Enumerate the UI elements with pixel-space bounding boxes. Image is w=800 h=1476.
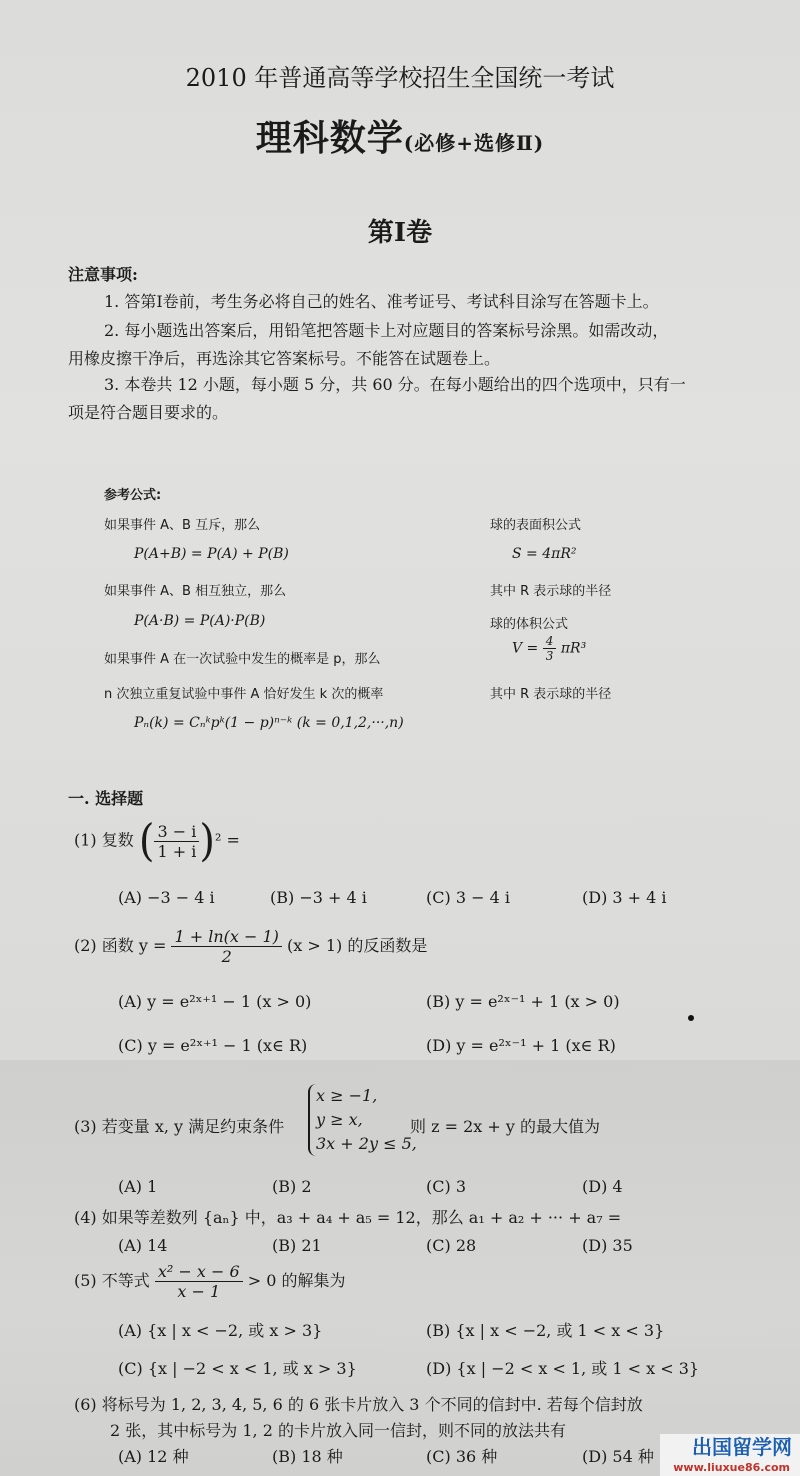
q2-option-d: (D) y = e²ˣ⁻¹ + 1 (x∈ R) [426, 1036, 616, 1055]
formula-independent: P(A·B) = P(A)·P(B) [134, 613, 266, 629]
q5-option-a: (A) {x | x < −2, 或 x > 3} [118, 1321, 323, 1340]
question-1: (1) 复数 ( $\frac{3 - i}{1 + i}$ )² = [74, 815, 240, 867]
reference-right-3: 球的体积公式 [490, 617, 569, 632]
reference-line-3: 如果事件 A 在一次试验中发生的概率是 p，那么 [104, 652, 381, 667]
reference-right-4: 其中 R 表示球的半径 [490, 687, 612, 702]
reference-right-2: 其中 R 表示球的半径 [490, 584, 612, 599]
q4-option-a: (A) 14 [118, 1236, 168, 1255]
notice-heading: 注意事项: [68, 265, 138, 284]
q1-option-a: (A) −3 − 4 i [118, 888, 215, 907]
question-6-line-1: (6) 将标号为 1, 2, 3, 4, 5, 6 的 6 张卡片放入 3 个不同的信封中. 若每个信封放 [74, 1395, 643, 1414]
q6-option-c: (C) 36 种 [426, 1447, 498, 1466]
notice-item-3b: 项是符合题目要求的。 [68, 403, 229, 422]
q4-option-b: (B) 21 [272, 1236, 322, 1255]
ink-spot [688, 1015, 694, 1021]
q3-option-d: (D) 4 [582, 1177, 623, 1196]
watermark-url: www.liuxue86.com [673, 1461, 790, 1474]
question-2: (2) 函数 y = $\frac{1 + \ln(x - 1)}{2}$ (x > 1) 的反函数是 [74, 927, 428, 966]
q2-option-a: (A) y = e²ˣ⁺¹ − 1 (x > 0) [118, 992, 312, 1011]
reference-line-1: 如果事件 A、B 互斥，那么 [104, 518, 261, 533]
section-heading: 一. 选择题 [68, 789, 144, 808]
question-3: (3) 若变量 x, y 满足约束条件 [74, 1117, 285, 1136]
q3-option-a: (A) 1 [118, 1177, 158, 1196]
q4-option-c: (C) 28 [426, 1236, 477, 1255]
q6-option-a: (A) 12 种 [118, 1447, 189, 1466]
notice-item-1: 1. 答第Ⅰ卷前，考生务必将自己的姓名、准考证号、考试科目涂写在答题卡上。 [104, 292, 659, 311]
question-4: (4) 如果等差数列 {aₙ} 中，a₃ + a₄ + a₅ = 12，那么 a₁ + a₂ + ··· + a₇ = [74, 1208, 622, 1227]
q5-option-b: (B) {x | x < −2, 或 1 < x < 3} [426, 1321, 665, 1340]
q1-option-b: (B) −3 + 4 i [270, 888, 367, 907]
watermark-logo: 出国留学网 [692, 1435, 792, 1459]
exam-title: 2010 年普通高等学校招生全国统一考试 [185, 64, 615, 92]
subject-title: 理科数学(必修+选修Ⅱ) [255, 117, 545, 159]
q5-option-c: (C) {x | −2 < x < 1, 或 x > 3} [118, 1359, 357, 1378]
notice-item-3a: 3. 本卷共 12 小题，每小题 5 分，共 60 分。在每小题给出的四个选项中，只有一 [104, 375, 686, 394]
notice-item-2a: 2. 每小题选出答案后，用铅笔把答题卡上对应题目的答案标号涂黑。如需改动， [104, 321, 669, 340]
question-6-line-2: 2 张，其中标号为 1, 2 的卡片放入同一信封，则不同的放法共有 [110, 1421, 566, 1440]
formula-binomial: Pₙ(k) = Cₙᵏpᵏ(1 − p)ⁿ⁻ᵏ (k = 0,1,2,···,n) [134, 715, 404, 731]
q6-option-d: (D) 54 种 [582, 1447, 654, 1466]
q2-option-b: (B) y = e²ˣ⁻¹ + 1 (x > 0) [426, 992, 620, 1011]
q1-option-c: (C) 3 − 4 i [426, 888, 510, 907]
formula-mutually-exclusive: P(A+B) = P(A) + P(B) [134, 546, 289, 562]
reference-heading: 参考公式: [104, 488, 162, 503]
q1-option-d: (D) 3 + 4 i [582, 888, 667, 907]
reference-right-1: 球的表面积公式 [490, 518, 582, 533]
notice-item-2b: 用橡皮擦干净后，再选涂其它答案标号。不能答在试题卷上。 [68, 349, 501, 368]
reference-line-2: 如果事件 A、B 相互独立，那么 [104, 584, 287, 599]
q2-option-c: (C) y = e²ˣ⁺¹ − 1 (x∈ R) [118, 1036, 308, 1055]
q4-option-d: (D) 35 [582, 1236, 633, 1255]
reference-line-4: n 次独立重复试验中事件 A 恰好发生 k 次的概率 [104, 687, 384, 702]
q3-question-tail: 则 z = 2x + y 的最大值为 [410, 1117, 601, 1136]
subject-subtitle: (必修+选修Ⅱ) [403, 131, 545, 155]
q3-option-c: (C) 3 [426, 1177, 466, 1196]
q5-option-d: (D) {x | −2 < x < 1, 或 1 < x < 3} [426, 1359, 700, 1378]
formula-sphere-area: S = 4πR² [512, 546, 577, 562]
volume-title: 第Ⅰ卷 [367, 218, 433, 248]
formula-sphere-volume: V = $\frac{4}{3}$ πR³ [512, 634, 587, 663]
q6-option-b: (B) 18 种 [272, 1447, 343, 1466]
q3-constraints: x ≥ −1, y ≥ x, 3x + 2y ≤ 5, [308, 1084, 417, 1156]
question-5: (5) 不等式 $\frac{\text{x² − x − 6}}{x - 1}$ > 0 的解集为 [74, 1262, 346, 1301]
q3-option-b: (B) 2 [272, 1177, 312, 1196]
